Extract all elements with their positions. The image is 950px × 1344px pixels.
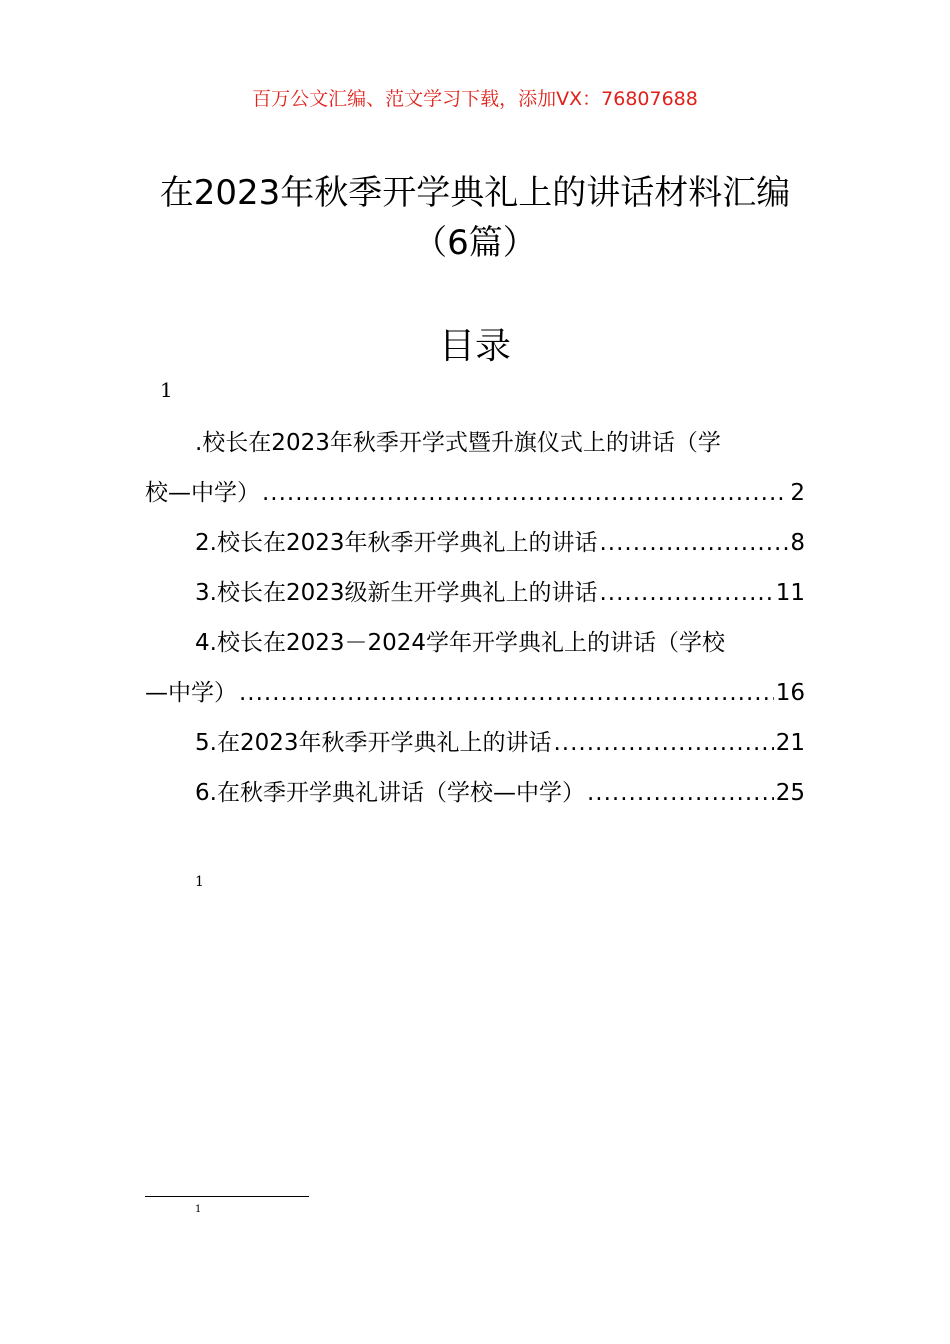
toc-leader — [262, 468, 788, 518]
toc-item-2-title: 2.校长在2023年秋季开学典礼上的讲话 — [195, 530, 598, 556]
toc-item-6-title: 6.在秋季开学典礼讲话（学校—中学） — [195, 780, 585, 806]
toc-item-1-title-part-2: 校—中学） — [145, 480, 260, 506]
document-title — [120, 168, 830, 268]
toc-heading: 目录 — [438, 326, 511, 367]
footnote-reference-mid: 1 — [195, 874, 204, 890]
toc-leader — [599, 568, 773, 618]
download-banner: 百万公文汇编、范文学习下载，添加VX：76807688 — [252, 88, 698, 110]
footnote-number: 1 — [195, 1204, 202, 1215]
toc-item-4-title-part-2: —中学） — [145, 680, 237, 706]
toc-item-1-line-2[interactable] — [145, 468, 805, 518]
toc-item-5[interactable] — [145, 718, 805, 768]
table-of-contents — [145, 418, 805, 818]
footnote-reference-top: 1 — [160, 378, 173, 402]
footnote-separator — [145, 1196, 309, 1197]
toc-item-3-page: 11 — [775, 580, 805, 606]
toc-item-4-line-1[interactable] — [145, 618, 805, 668]
toc-item-2[interactable] — [145, 518, 805, 568]
toc-item-5-page: 21 — [775, 730, 805, 756]
toc-item-1-page: 2 — [790, 480, 805, 506]
toc-item-4-line-2[interactable] — [145, 668, 805, 718]
toc-leader — [239, 668, 774, 718]
toc-item-6-page: 25 — [775, 780, 805, 806]
toc-item-4-page: 16 — [775, 680, 805, 706]
toc-item-3[interactable] — [145, 568, 805, 618]
toc-item-4-title-part-1: 4.校长在2023－2024学年开学典礼上的讲话（学校 — [195, 630, 726, 656]
title-line-1: 在2023年秋季开学典礼上的讲话材料汇编 — [159, 173, 791, 213]
toc-item-1-line-1[interactable] — [145, 418, 805, 468]
toc-item-5-title: 5.在2023年秋季开学典礼上的讲话 — [195, 730, 552, 756]
toc-leader — [553, 718, 773, 768]
title-line-2: （6篇） — [413, 223, 537, 263]
toc-item-1-title-part-1: .校长在2023年秋季开学式暨升旗仪式上的讲话（学 — [195, 430, 721, 456]
toc-leader — [599, 518, 788, 568]
toc-item-3-title: 3.校长在2023级新生开学典礼上的讲话 — [195, 580, 598, 606]
toc-item-6[interactable] — [145, 768, 805, 818]
toc-item-2-page: 8 — [790, 530, 805, 556]
toc-leader — [587, 768, 774, 818]
